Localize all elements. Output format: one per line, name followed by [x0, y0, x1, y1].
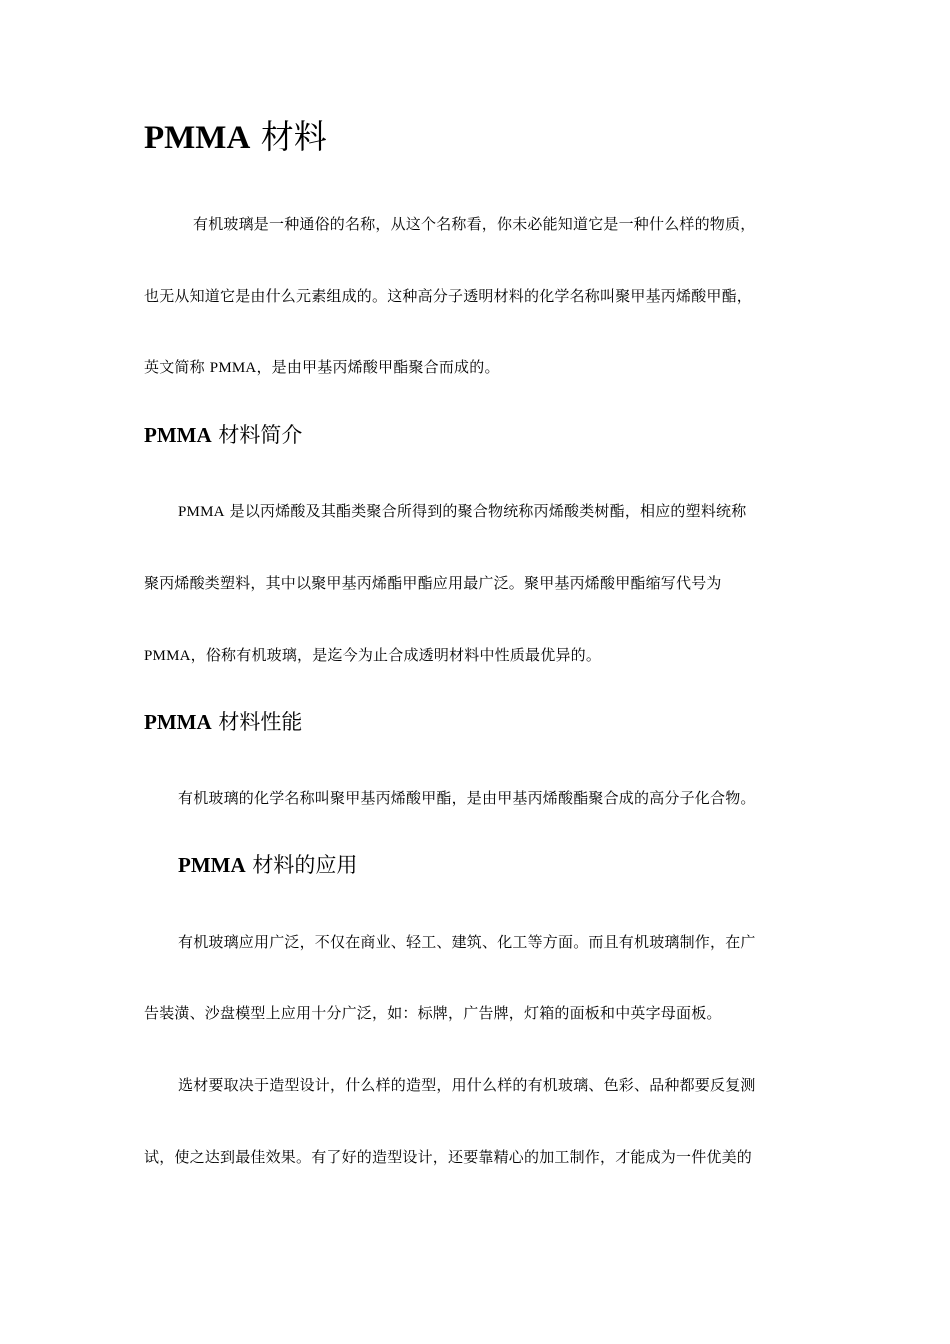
intro-line-2: 也无从知道它是由什么元素组成的。这种高分子透明材料的化学名称叫聚甲基丙烯酸甲酯， [144, 287, 753, 305]
section3-p1-line-2: 告装潢、沙盘模型上应用十分广泛，如：标牌，广告牌，灯箱的面板和中英字母面板。 [144, 1004, 722, 1022]
section2-heading-latin: PMMA [144, 710, 212, 734]
section1-line-2: 聚丙烯酸类塑料，其中以聚甲基丙烯酯甲酯应用最广泛。聚甲基丙烯酸甲酯缩写代号为 [144, 574, 722, 592]
section3-p1-line-1: 有机玻璃应用广泛，不仅在商业、轻工、建筑、化工等方面。而且有机玻璃制作，在广 [178, 933, 756, 951]
section1-line-1-post: 是以丙烯酸及其酯类聚合所得到的聚合物统称丙烯酸类树酯，相应的塑料统称 [224, 502, 747, 520]
section1-line-1-latin: PMMA [178, 504, 225, 520]
intro-line-3-post: ，是由甲基丙烯酸甲酯聚合而成的。 [256, 358, 500, 376]
title-cjk: 材料 [250, 117, 327, 156]
intro-line-3 [144, 356, 500, 379]
section1-line-1 [178, 500, 746, 523]
section2-line-1: 有机玻璃的化学名称叫聚甲基丙烯酸甲酯，是由甲基丙烯酸酯聚合成的高分子化合物。 [178, 789, 756, 807]
document-title [144, 112, 327, 163]
section1-line-3-latin: PMMA [144, 648, 191, 664]
section3-heading-latin: PMMA [178, 853, 246, 877]
intro-line-3-latin: PMMA [209, 360, 257, 376]
section2-heading-cjk: 材料性能 [211, 710, 303, 734]
section1-heading-cjk: 材料简介 [211, 423, 303, 447]
section1-heading-latin: PMMA [144, 423, 212, 447]
section3-heading-cjk: 材料的应用 [245, 853, 358, 877]
section-heading-intro [144, 420, 302, 450]
section1-line-3-post: ，俗称有机玻璃，是迄今为止合成透明材料中性质最优异的。 [190, 646, 602, 664]
section-heading-applications [178, 850, 357, 880]
section-heading-properties [144, 707, 302, 737]
title-latin: PMMA [144, 120, 251, 156]
section3-p2-line-2: 试，使之达到最佳效果。有了好的造型设计，还要靠精心的加工制作，才能成为一件优美的 [144, 1148, 753, 1166]
section1-line-3 [144, 644, 601, 667]
intro-line-1: 有机玻璃是一种通俗的名称，从这个名称看，你未必能知道它是一种什么样的物质， [193, 215, 756, 233]
intro-line-3-pre: 英文简称 [144, 358, 210, 376]
section3-p2-line-1: 选材要取决于造型设计，什么样的造型，用什么样的有机玻璃、色彩、品种都要反复测 [178, 1076, 756, 1094]
